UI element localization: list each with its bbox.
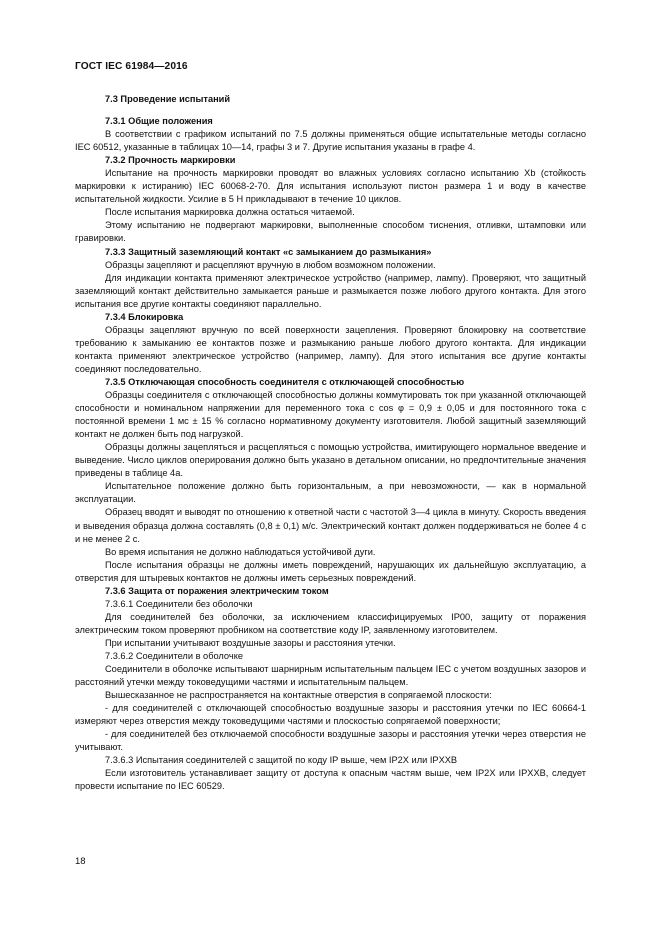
subsection-heading-7-3-2: 7.3.2 Прочность маркировки (105, 155, 236, 166)
paragraph: После испытания маркировка должна остаться читаемой. (105, 207, 355, 218)
paragraph: Образцы соединителя с отключающей способностью должны коммутировать ток при указанной отключающей способности и номинальном напряжении для переменного тока с cos φ = 0,9 ± 0,05 и для постоянного тока с постоянной времени 1 мс ± 15 % согласно нормативному документу изготовителя. Любой защитный заземляющий контакт не должен быть под нагрузкой. (75, 390, 586, 440)
paragraph: Этому испытанию не подвергают маркировки, выполненные способом тиснения, отливки, штамповки или гравировки. (75, 220, 586, 244)
list-item: - для соединителей без отключаемой способности воздушные зазоры и расстояния утечки через отверстия не учитывают. (75, 729, 586, 753)
paragraph: Для соединителей без оболочки, за исключением классифицируемых IP00, защиту от поражения электрическим током проверяют пробником на соответствие коду IP, заявленному изготовителем. (75, 611, 586, 635)
document-header-title: ГОСТ IEC 61984—2016 (75, 61, 188, 72)
clause-heading-7-3-6-2: 7.3.6.2 Соединители в оболочке (105, 650, 243, 661)
paragraph: Во время испытания не должно наблюдаться устойчивой дуги. (105, 546, 376, 557)
paragraph: В соответствии с графиком испытаний по 7.5 должны применяться общие испытательные методы согласно IEC 60512, указанные в таблицах 10—14, графы 3 и 7. Другие испытания указаны в графе 4. (75, 129, 586, 153)
paragraph: Если изготовитель устанавливает защиту от доступа к опасным частям выше, чем IP2X или IPXXB, следует провести испытание по IEC 60529. (75, 768, 586, 792)
subsection-heading-7-3-3: 7.3.3 Защитный заземляющий контакт «с замыканием до размыкания» (105, 246, 432, 257)
subsection-heading-7-3-1: 7.3.1 Общие положения (105, 116, 213, 127)
paragraph: Вышесказанное не распространяется на контактные отверстия в сопрягаемой плоскости: (105, 690, 492, 701)
section-heading-7-3: 7.3 Проведение испытаний (105, 94, 231, 104)
paragraph: Для индикации контакта применяют электрическое устройство (например, лампу). Проверяют, что защитный заземляющий контакт действительно замыкается раньше и размыкается позже любого другого контакта. Для этого испытания все другие контакты соединяют параллельно. (75, 272, 586, 309)
paragraph: После испытания образцы не должны иметь повреждений, нарушающих их дальнейшую эксплуатацию, а отверстия для штыревых контактов не должны иметь серьезных повреждений. (75, 559, 586, 583)
paragraph: При испытании учитывают воздушные зазоры и расстояния утечки. (105, 637, 396, 648)
paragraph: Образцы зацепляют и расцепляют вручную в любом возможном положении. (105, 259, 436, 270)
page-number: 18 (75, 856, 86, 867)
paragraph: Образец вводят и выводят по отношению к ответной части с частотой 3—4 цикла в минуту. Скорость введения и выведения образца должна составлять (0,8 ± 0,1) м/с. Электрический контакт должен поддерживаться не более 4 с и не менее 2 с. (75, 507, 586, 544)
paragraph: Образцы зацепляют вручную по всей поверхности зацепления. Проверяют блокировку на соответствие требованию к замыканию ее контактов позже и размыканию раньше любого другого контакта. Для индикации контакта применяют электрическое устройство (например, лампу). Для этого испытания все другие контакты соединяют последовательно. (75, 324, 586, 374)
document-body (75, 93, 586, 793)
paragraph: Соединители в оболочке испытывают шарнирным испытательным пальцем IEC с учетом воздушных зазоров и расстояний утечки между токоведущими частями и испытательным пальцем. (75, 664, 586, 688)
clause-heading-7-3-6-3: 7.3.6.3 Испытания соединителей с защитой по коду IP выше, чем IP2X или IPXXB (105, 755, 458, 766)
subsection-heading-7-3-4: 7.3.4 Блокировка (105, 311, 184, 322)
paragraph: Испытание на прочность маркировки проводят во влажных условиях согласно испытанию Xb (стойкость маркировки к истиранию) IEC 60068-2-70. Для испытания используют пистон размера 1 и воду в качестве испытательной жидкости. Усилие в 5 Н прикладывают в течение 10 циклов. (75, 168, 586, 205)
subsection-heading-7-3-6: 7.3.6 Защита от поражения электрическим током (105, 585, 329, 596)
clause-heading-7-3-6-1: 7.3.6.1 Соединители без оболочки (105, 598, 253, 609)
subsection-heading-7-3-5: 7.3.5 Отключающая способность соединителя с отключающей способностью (105, 376, 465, 387)
paragraph: Образцы должны зацепляться и расцепляться с помощью устройства, имитирующего нормальное введение и выведение. Число циклов оперирования должно быть указано в детальном описании, но предпочтительные значения приведены в таблице 4а. (75, 442, 586, 479)
list-item: - для соединителей с отключающей способностью воздушные зазоры и расстояния утечки по IEC 60664-1 измеряют через отверстия между токоведущими частями и плоскостью сопрягаемой поверхности; (75, 703, 586, 727)
paragraph: Испытательное положение должно быть горизонтальным, а при невозможности, — как в нормальной эксплуатации. (75, 481, 586, 505)
